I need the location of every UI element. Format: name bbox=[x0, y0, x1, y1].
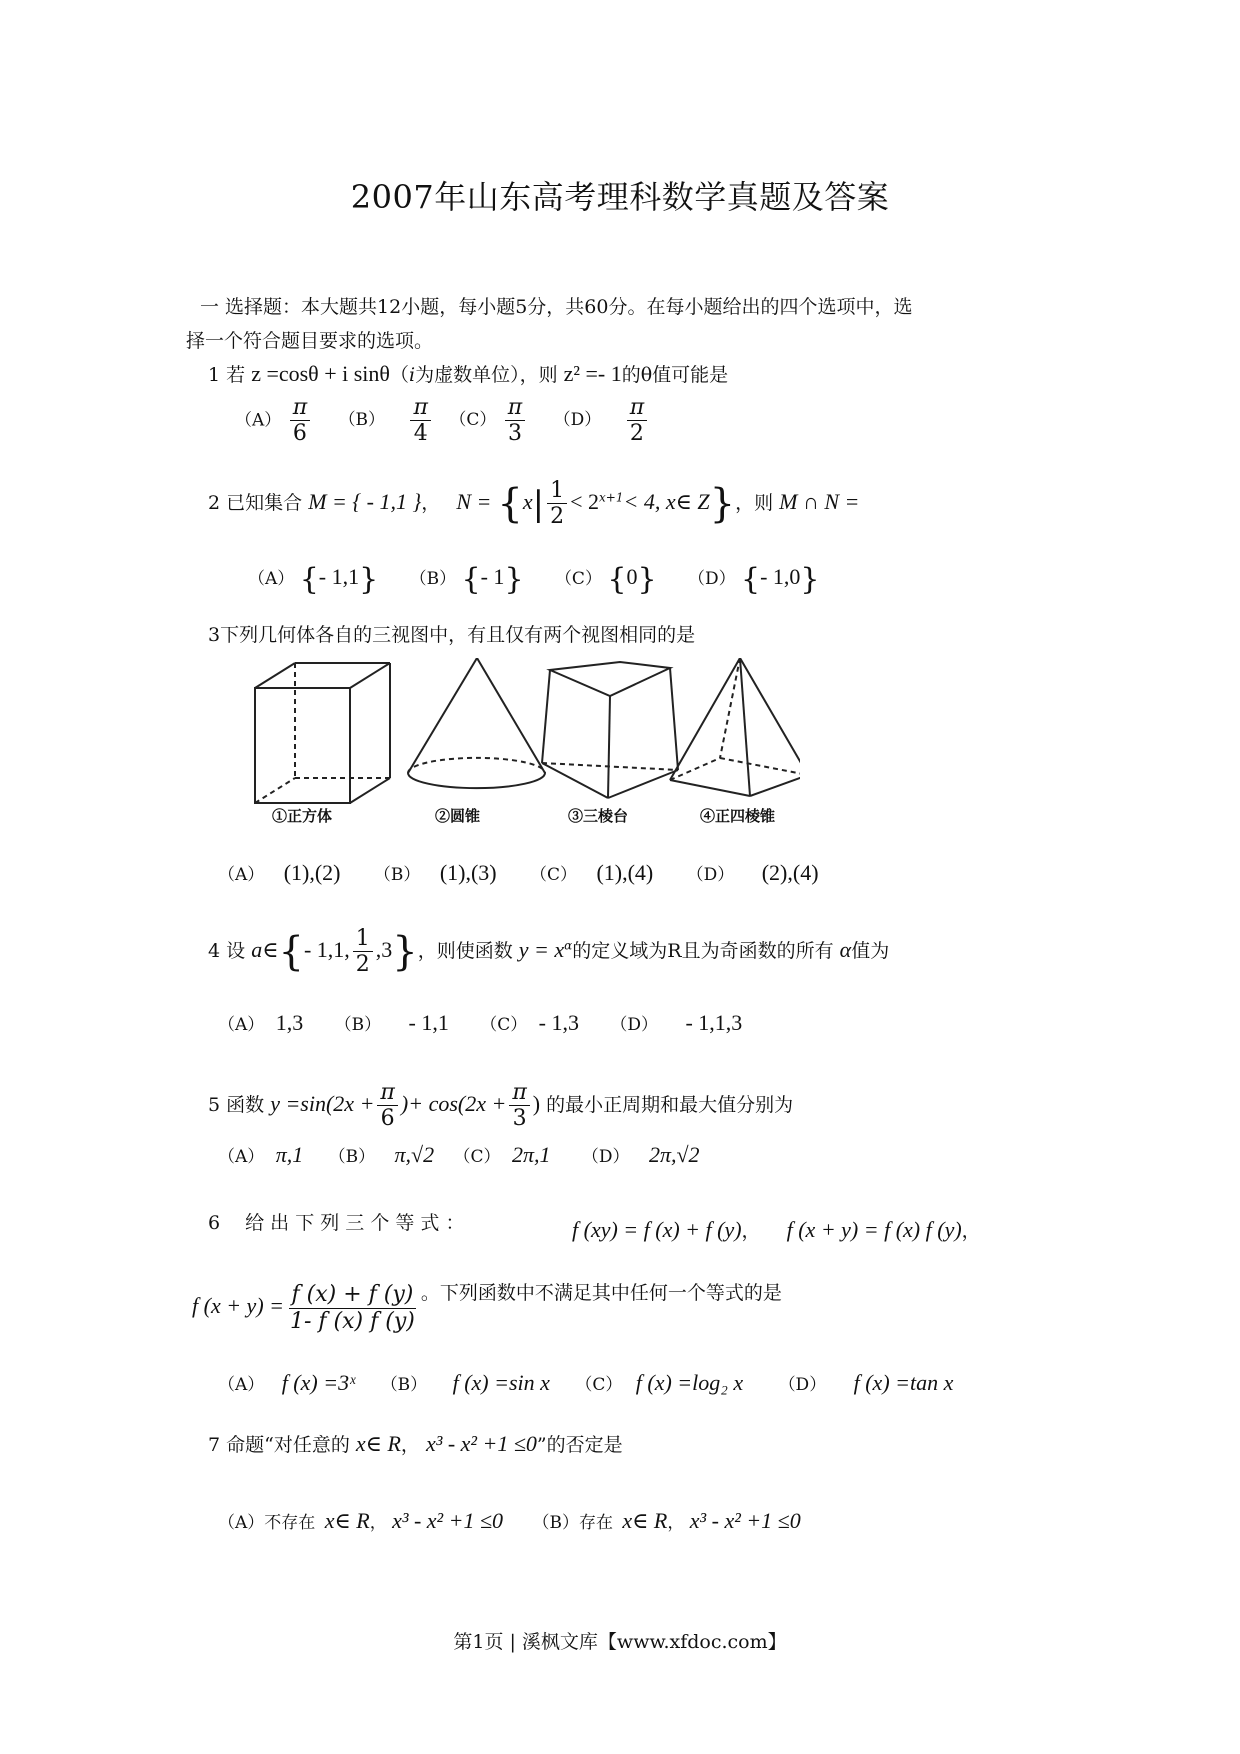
question-1-z-squared: z² =- 1 bbox=[563, 361, 622, 386]
option-b-label: （B） bbox=[338, 410, 386, 431]
option-d-value: - 1,0 bbox=[760, 564, 801, 589]
brace-open: { bbox=[741, 562, 761, 597]
question-4-set-lhs: a∈ bbox=[251, 936, 279, 962]
question-4-tail2: 值为 bbox=[851, 939, 890, 962]
question-2 bbox=[208, 478, 859, 530]
frustum-icon bbox=[542, 662, 678, 798]
option-c-value: (1),(4) bbox=[596, 860, 654, 885]
question-4-options bbox=[218, 1010, 742, 1036]
caption-cone: ②圆锥 bbox=[435, 807, 481, 825]
option-a-value: π,1 bbox=[275, 1142, 304, 1167]
question-5-pi-3 bbox=[509, 1080, 529, 1132]
question-4-mid: ，则使函数 bbox=[417, 939, 513, 962]
option-a-label: （A） bbox=[235, 410, 282, 431]
question-1-tail: 的θ值可能是 bbox=[621, 364, 729, 386]
option-a-value: (1),(2) bbox=[283, 860, 341, 885]
brace-close: } bbox=[504, 562, 524, 597]
question-6-eq-2: f (x + y) = f (x) f (y) bbox=[786, 1217, 962, 1242]
option-c-value: 0 bbox=[626, 564, 638, 589]
caption-pyramid: ④正四棱锥 bbox=[700, 807, 776, 825]
option-b-value: π,√2 bbox=[394, 1142, 435, 1167]
question-2-lt-two: < 2 bbox=[570, 488, 600, 514]
question-2-then: ，则 bbox=[735, 491, 774, 514]
question-2-half bbox=[547, 478, 567, 530]
question-3-options bbox=[218, 860, 819, 886]
brace-open: { bbox=[299, 562, 319, 597]
option-d-label: （D） bbox=[581, 1147, 630, 1167]
option-d-value: - 1,1,3 bbox=[685, 1010, 743, 1035]
caption-cube: ①正方体 bbox=[272, 807, 333, 825]
option-b-label: （B） bbox=[373, 865, 421, 885]
question-4-tail: 的定义域为R且为奇函数的所有 bbox=[572, 939, 834, 962]
question-6-tail: 。下列函数中不满足其中任何一个等式的是 bbox=[420, 1282, 782, 1304]
option-c-fraction bbox=[505, 395, 525, 447]
cube-icon bbox=[255, 663, 390, 803]
question-4 bbox=[208, 926, 889, 978]
question-1: 1 若 z =cosθ + i sinθ（i为虚数单位），则 z² =- 1的θ值可能是 bbox=[208, 361, 729, 386]
option-b-ineq: x³ - x² +1 ≤0 bbox=[689, 1508, 801, 1533]
question-1-formula: z =cosθ + i sinθ bbox=[251, 361, 390, 386]
question-6-intro: 6 给 出 下 列 三 个 等 式 ： bbox=[208, 1212, 465, 1234]
option-c-label: （C） bbox=[530, 865, 578, 885]
option-a-label: （A） bbox=[218, 1015, 265, 1035]
option-b-fraction bbox=[410, 395, 430, 447]
brace-open: { bbox=[607, 562, 627, 597]
option-b-value: (1),(3) bbox=[439, 860, 497, 885]
option-c-label: （C） bbox=[575, 1375, 623, 1395]
option-b-label: （B） bbox=[409, 569, 457, 589]
question-6-eq-1: f (xy) = f (x) + f (y) bbox=[572, 1217, 742, 1242]
set-bar: | bbox=[532, 483, 545, 524]
question-4-set-b: ,3 bbox=[375, 936, 393, 962]
page-footer: 第1页 | 溪枫文库【www.xfdoc.com】 bbox=[453, 1631, 787, 1653]
question-7-tail: ”的否定是 bbox=[536, 1434, 623, 1456]
question-2-separator: ， bbox=[421, 491, 441, 514]
option-b-label: （B）存在 bbox=[532, 1513, 613, 1533]
question-6-eq-3-line bbox=[192, 1278, 782, 1334]
question-5-pi-3-num: π bbox=[509, 1080, 529, 1106]
question-4-number: 4 设 bbox=[208, 939, 246, 962]
question-5-func-a: y =sin(2x + bbox=[270, 1090, 375, 1116]
question-5-pi-6-num: π bbox=[377, 1080, 397, 1106]
option-a-label: （A） bbox=[218, 865, 265, 885]
option-d-fraction bbox=[627, 395, 647, 447]
brace-close: } bbox=[359, 562, 379, 597]
question-7-options: （A）不存在 x∈ R， x³ - x² +1 ≤0 （B）存在 x∈ R， x³ - x² +1 ≤0 bbox=[218, 1508, 801, 1533]
question-2-options bbox=[248, 562, 820, 597]
left-brace: { bbox=[497, 480, 523, 527]
question-2-intersection: M ∩ N = bbox=[779, 488, 860, 514]
question-6-eq-3-lhs: f (x + y) = bbox=[192, 1293, 284, 1318]
question-6-eq-3-den: 1- f (x) f (y) bbox=[290, 1308, 415, 1334]
option-d-value: 2π,√2 bbox=[648, 1142, 700, 1167]
option-d-label: （D） bbox=[610, 1015, 659, 1035]
question-5-pi-6-den: 6 bbox=[380, 1106, 395, 1132]
option-c-label: （C） bbox=[480, 1015, 528, 1035]
option-d-value: (2),(4) bbox=[761, 860, 819, 885]
option-b-label: （B） bbox=[328, 1147, 376, 1167]
question-2-set-m: M = { - 1,1 } bbox=[308, 488, 422, 514]
option-d-label: （D） bbox=[553, 410, 602, 431]
question-7-ineq: x³ - x² +1 ≤0 bbox=[425, 1431, 537, 1456]
question-5-pi-3-den: 3 bbox=[512, 1106, 527, 1132]
question-5-pi-6 bbox=[377, 1080, 397, 1132]
option-b-label: （B） bbox=[334, 1015, 382, 1035]
option-a-label: （A）不存在 bbox=[218, 1513, 316, 1533]
page-title: 2007年山东高考理科数学真题及答案 bbox=[350, 178, 890, 216]
option-b-value: - 1 bbox=[480, 564, 505, 589]
section-intro-line-1: 一 选择题：本大题共12小题，每小题5分，共60分。在每小题给出的四个选项中，选 bbox=[200, 296, 913, 318]
option-c-label: （C） bbox=[554, 569, 602, 589]
question-1-number: 1 若 bbox=[208, 364, 246, 386]
right-brace: } bbox=[392, 928, 418, 975]
question-6-eq-3-fraction bbox=[287, 1282, 418, 1334]
option-b-label: （B） bbox=[380, 1375, 428, 1395]
option-c-label: （C） bbox=[453, 1147, 501, 1167]
option-b-var: x∈ R bbox=[622, 1508, 668, 1533]
option-a-num: π bbox=[290, 395, 310, 421]
option-a-ineq: x³ - x² +1 ≤0 bbox=[392, 1508, 504, 1533]
question-6-comma-2: ， bbox=[961, 1220, 981, 1242]
question-1-imag-unit: i bbox=[408, 364, 416, 386]
option-a-label: （A） bbox=[218, 1147, 265, 1167]
left-brace: { bbox=[278, 928, 304, 975]
question-5-func-c: ) bbox=[532, 1090, 541, 1116]
option-b-num: π bbox=[410, 395, 430, 421]
question-4-set-a: - 1,1, bbox=[303, 936, 350, 962]
option-c-num: π bbox=[505, 395, 525, 421]
question-1-options bbox=[235, 395, 650, 447]
option-b-value: f (x) =sin x bbox=[452, 1370, 550, 1395]
pyramid-icon bbox=[670, 658, 800, 796]
option-d-value: f (x) =tan x bbox=[853, 1370, 954, 1395]
brace-open: { bbox=[461, 562, 481, 597]
question-5 bbox=[208, 1080, 793, 1132]
option-a-value: 1,3 bbox=[275, 1010, 304, 1035]
question-7-text: 7 命题“对任意的 bbox=[208, 1434, 350, 1456]
question-6-eq-3-num: f (x) + f (y) bbox=[289, 1282, 417, 1308]
option-c-label: （C） bbox=[449, 410, 497, 431]
option-d-label: （D） bbox=[686, 865, 735, 885]
section-intro-line-2: 择一个符合题目要求的选项。 bbox=[186, 330, 434, 352]
right-brace: } bbox=[709, 480, 736, 527]
question-5-options bbox=[218, 1142, 700, 1168]
option-c-den: 3 bbox=[508, 421, 522, 447]
option-b-den: 4 bbox=[413, 421, 428, 447]
option-d-num: π bbox=[627, 395, 647, 421]
question-5-tail: 的最小正周期和最大值分别为 bbox=[546, 1093, 794, 1116]
question-2-half-den: 2 bbox=[550, 504, 565, 530]
option-c-value: f (x) =log₂ x bbox=[635, 1370, 744, 1395]
brace-close: } bbox=[800, 562, 820, 597]
brace-close: } bbox=[637, 562, 657, 597]
question-1-note: 为虚数单位），则 bbox=[415, 364, 558, 386]
question-3: 3下列几何体各自的三视图中，有且仅有两个视图相同的是 bbox=[208, 624, 696, 646]
question-2-cond: < 4, x∈ Z bbox=[623, 488, 710, 514]
question-6-options bbox=[218, 1370, 953, 1396]
option-d-label: （D） bbox=[687, 569, 736, 589]
question-4-half bbox=[353, 926, 373, 978]
option-a-label: （A） bbox=[218, 1375, 265, 1395]
option-a-var: x∈ R bbox=[324, 1508, 370, 1533]
option-a-den: 6 bbox=[292, 421, 307, 447]
question-6-equations bbox=[572, 1216, 981, 1243]
question-2-number: 2 已知集合 bbox=[208, 491, 303, 514]
question-2-var-x: x bbox=[522, 488, 533, 514]
question-4-func: y = x bbox=[518, 936, 565, 962]
option-b-value: - 1,1 bbox=[408, 1010, 449, 1035]
question-5-number: 5 函数 bbox=[208, 1093, 265, 1116]
option-c-value: 2π,1 bbox=[511, 1142, 551, 1167]
option-a-value: f (x) =3ˣ bbox=[281, 1370, 356, 1395]
cone-icon bbox=[408, 658, 545, 788]
question-2-set-n-lhs: N = bbox=[456, 488, 492, 514]
question-2-exponent: x+1 bbox=[599, 490, 624, 505]
question-5-func-b: )+ cos(2x + bbox=[400, 1090, 507, 1116]
question-4-half-num: 1 bbox=[353, 926, 373, 952]
question-6-comma-1: ， bbox=[741, 1220, 761, 1242]
question-2-half-num: 1 bbox=[547, 478, 567, 504]
option-d-den: 2 bbox=[629, 421, 644, 447]
question-4-func-exp: α bbox=[564, 938, 573, 953]
question-7-comma: ， bbox=[400, 1434, 420, 1456]
question-7-var: x∈ R bbox=[355, 1431, 401, 1456]
question-4-alpha: α bbox=[839, 936, 852, 962]
option-c-value: - 1,3 bbox=[538, 1010, 579, 1035]
option-a-label: （A） bbox=[248, 569, 295, 589]
question-7 bbox=[208, 1430, 623, 1457]
question-4-half-den: 2 bbox=[355, 952, 370, 978]
option-a-value: - 1,1 bbox=[318, 564, 360, 589]
caption-frustum: ③三棱台 bbox=[568, 807, 629, 825]
option-d-label: （D） bbox=[778, 1375, 827, 1395]
option-a-fraction bbox=[290, 395, 310, 447]
